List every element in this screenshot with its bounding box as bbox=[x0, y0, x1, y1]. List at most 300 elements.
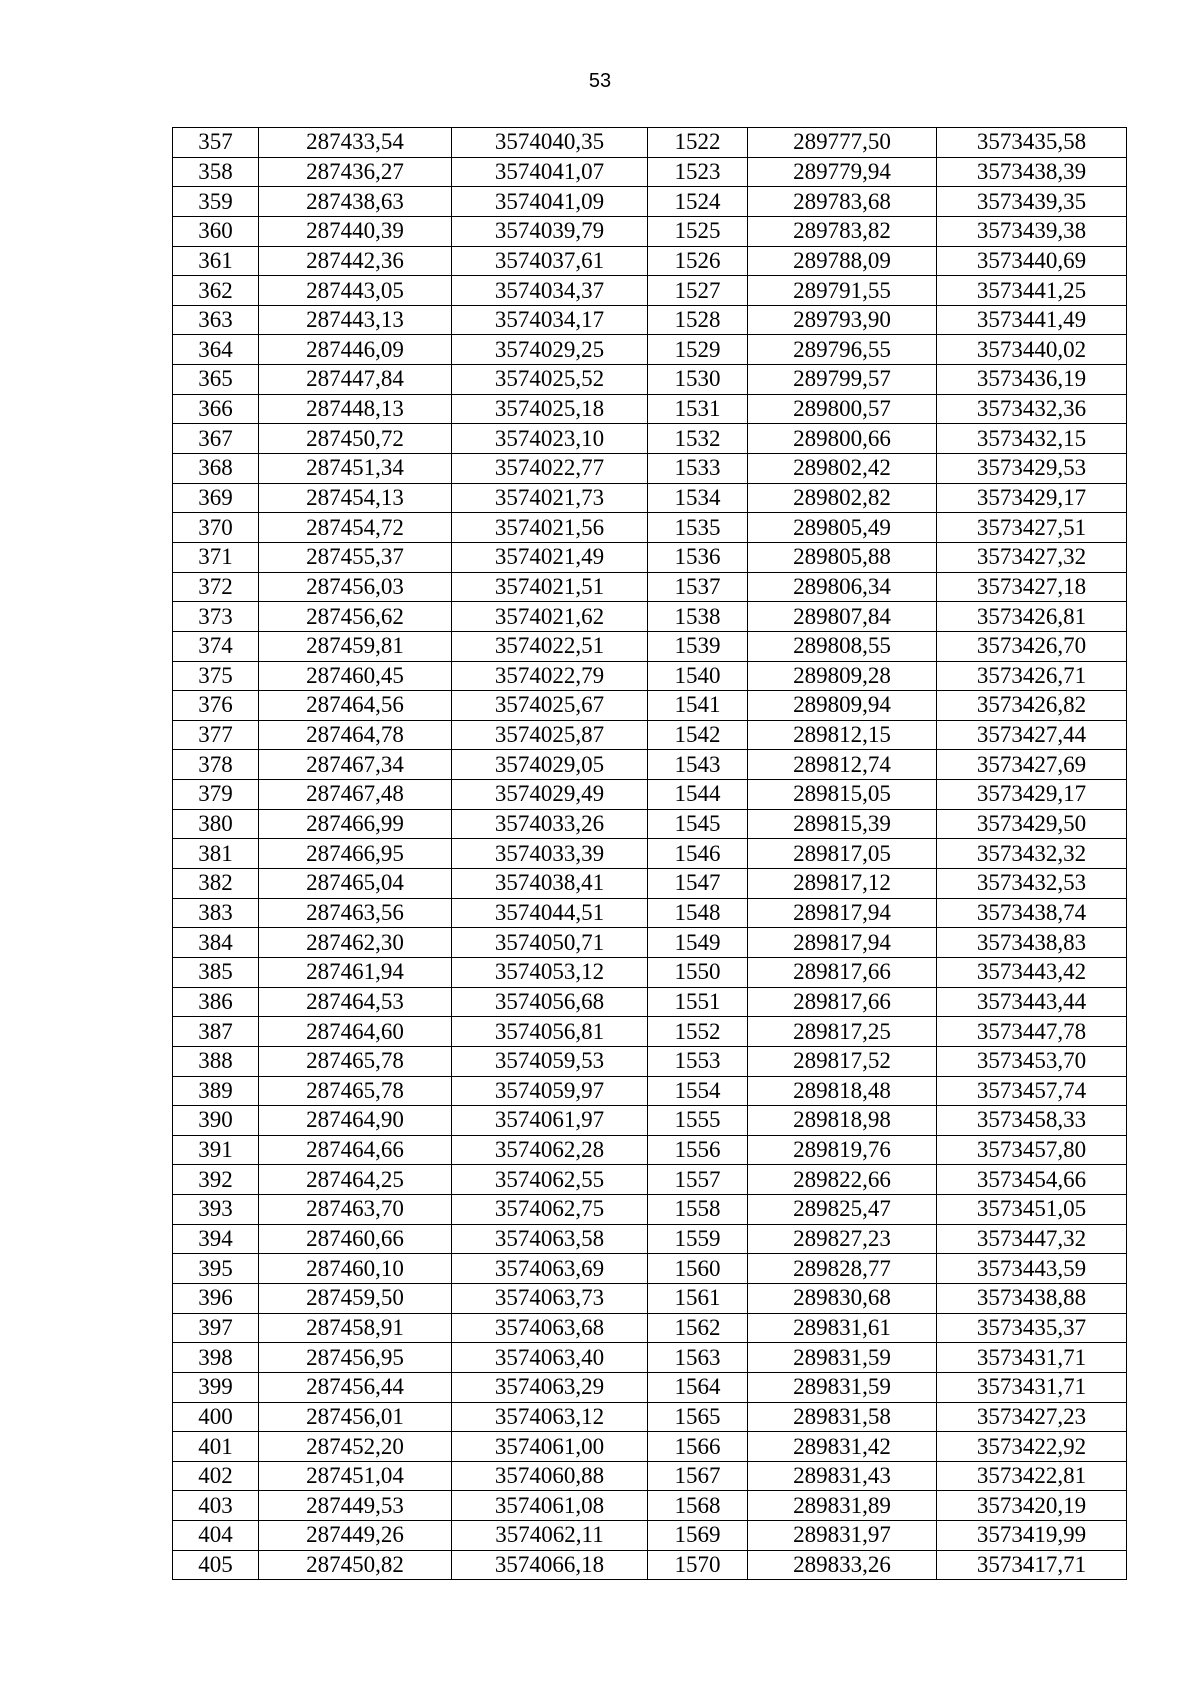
x-coordinate-right-cell: 289808,55 bbox=[748, 631, 937, 661]
y-coordinate-right-cell: 3573439,35 bbox=[937, 187, 1127, 217]
point-number-right-cell: 1533 bbox=[648, 454, 748, 484]
table-row bbox=[173, 246, 1127, 276]
x-coordinate-right-cell: 289807,84 bbox=[748, 602, 937, 632]
point-number-left-cell: 369 bbox=[173, 483, 259, 513]
x-coordinate-left-cell: 287467,34 bbox=[259, 750, 452, 780]
table-row bbox=[173, 809, 1127, 839]
table-row bbox=[173, 216, 1127, 246]
x-coordinate-left-cell: 287464,25 bbox=[259, 1165, 452, 1195]
y-coordinate-left-cell: 3574063,58 bbox=[452, 1224, 648, 1254]
point-number-right-cell: 1565 bbox=[648, 1402, 748, 1432]
x-coordinate-left-cell: 287455,37 bbox=[259, 542, 452, 572]
y-coordinate-left-cell: 3574021,73 bbox=[452, 483, 648, 513]
table-row bbox=[173, 513, 1127, 543]
point-number-right-cell: 1544 bbox=[648, 780, 748, 810]
x-coordinate-left-cell: 287456,01 bbox=[259, 1402, 452, 1432]
table-row bbox=[173, 1402, 1127, 1432]
x-coordinate-right-cell: 289802,82 bbox=[748, 483, 937, 513]
y-coordinate-right-cell: 3573427,32 bbox=[937, 542, 1127, 572]
x-coordinate-left-cell: 287464,66 bbox=[259, 1135, 452, 1165]
y-coordinate-right-cell: 3573447,78 bbox=[937, 1017, 1127, 1047]
point-number-left-cell: 384 bbox=[173, 928, 259, 958]
x-coordinate-right-cell: 289783,82 bbox=[748, 216, 937, 246]
point-number-left-cell: 368 bbox=[173, 454, 259, 484]
y-coordinate-left-cell: 3574025,52 bbox=[452, 365, 648, 395]
y-coordinate-right-cell: 3573431,71 bbox=[937, 1343, 1127, 1373]
x-coordinate-right-cell: 289806,34 bbox=[748, 572, 937, 602]
point-number-right-cell: 1556 bbox=[648, 1135, 748, 1165]
point-number-right-cell: 1558 bbox=[648, 1195, 748, 1225]
x-coordinate-left-cell: 287459,81 bbox=[259, 631, 452, 661]
x-coordinate-left-cell: 287440,39 bbox=[259, 216, 452, 246]
x-coordinate-right-cell: 289791,55 bbox=[748, 276, 937, 306]
y-coordinate-left-cell: 3574033,39 bbox=[452, 839, 648, 869]
point-number-right-cell: 1536 bbox=[648, 542, 748, 572]
table-row bbox=[173, 1343, 1127, 1373]
point-number-right-cell: 1560 bbox=[648, 1254, 748, 1284]
x-coordinate-right-cell: 289817,94 bbox=[748, 898, 937, 928]
point-number-left-cell: 396 bbox=[173, 1283, 259, 1313]
x-coordinate-left-cell: 287436,27 bbox=[259, 157, 452, 187]
point-number-right-cell: 1567 bbox=[648, 1461, 748, 1491]
table-row bbox=[173, 1491, 1127, 1521]
x-coordinate-right-cell: 289830,68 bbox=[748, 1283, 937, 1313]
x-coordinate-right-cell: 289800,66 bbox=[748, 424, 937, 454]
y-coordinate-left-cell: 3574060,88 bbox=[452, 1461, 648, 1491]
y-coordinate-left-cell: 3574062,55 bbox=[452, 1165, 648, 1195]
x-coordinate-right-cell: 289831,61 bbox=[748, 1313, 937, 1343]
point-number-right-cell: 1569 bbox=[648, 1521, 748, 1551]
y-coordinate-left-cell: 3574056,68 bbox=[452, 987, 648, 1017]
x-coordinate-left-cell: 287449,53 bbox=[259, 1491, 452, 1521]
table-row bbox=[173, 1550, 1127, 1580]
point-number-left-cell: 404 bbox=[173, 1521, 259, 1551]
x-coordinate-right-cell: 289817,05 bbox=[748, 839, 937, 869]
x-coordinate-right-cell: 289815,05 bbox=[748, 780, 937, 810]
table-row bbox=[173, 157, 1127, 187]
table-row bbox=[173, 1135, 1127, 1165]
x-coordinate-left-cell: 287462,30 bbox=[259, 928, 452, 958]
y-coordinate-left-cell: 3574056,81 bbox=[452, 1017, 648, 1047]
y-coordinate-right-cell: 3573441,25 bbox=[937, 276, 1127, 306]
point-number-right-cell: 1539 bbox=[648, 631, 748, 661]
y-coordinate-left-cell: 3574021,62 bbox=[452, 602, 648, 632]
x-coordinate-left-cell: 287443,13 bbox=[259, 305, 452, 335]
x-coordinate-left-cell: 287464,56 bbox=[259, 691, 452, 721]
y-coordinate-right-cell: 3573438,39 bbox=[937, 157, 1127, 187]
table-row bbox=[173, 987, 1127, 1017]
y-coordinate-right-cell: 3573435,37 bbox=[937, 1313, 1127, 1343]
y-coordinate-left-cell: 3574053,12 bbox=[452, 957, 648, 987]
point-number-right-cell: 1531 bbox=[648, 394, 748, 424]
x-coordinate-right-cell: 289817,52 bbox=[748, 1046, 937, 1076]
point-number-left-cell: 363 bbox=[173, 305, 259, 335]
x-coordinate-left-cell: 287466,95 bbox=[259, 839, 452, 869]
point-number-right-cell: 1555 bbox=[648, 1106, 748, 1136]
x-coordinate-right-cell: 289812,74 bbox=[748, 750, 937, 780]
x-coordinate-right-cell: 289818,48 bbox=[748, 1076, 937, 1106]
x-coordinate-right-cell: 289799,57 bbox=[748, 365, 937, 395]
point-number-left-cell: 400 bbox=[173, 1402, 259, 1432]
y-coordinate-left-cell: 3574062,11 bbox=[452, 1521, 648, 1551]
point-number-left-cell: 393 bbox=[173, 1195, 259, 1225]
point-number-right-cell: 1563 bbox=[648, 1343, 748, 1373]
y-coordinate-left-cell: 3574040,35 bbox=[452, 128, 648, 158]
y-coordinate-right-cell: 3573432,36 bbox=[937, 394, 1127, 424]
y-coordinate-left-cell: 3574059,97 bbox=[452, 1076, 648, 1106]
table-row bbox=[173, 1461, 1127, 1491]
point-number-left-cell: 374 bbox=[173, 631, 259, 661]
y-coordinate-left-cell: 3574025,18 bbox=[452, 394, 648, 424]
point-number-left-cell: 382 bbox=[173, 869, 259, 899]
point-number-left-cell: 377 bbox=[173, 720, 259, 750]
x-coordinate-right-cell: 289779,94 bbox=[748, 157, 937, 187]
point-number-left-cell: 386 bbox=[173, 987, 259, 1017]
point-number-left-cell: 364 bbox=[173, 335, 259, 365]
point-number-left-cell: 394 bbox=[173, 1224, 259, 1254]
point-number-left-cell: 378 bbox=[173, 750, 259, 780]
x-coordinate-right-cell: 289831,97 bbox=[748, 1521, 937, 1551]
table-row bbox=[173, 957, 1127, 987]
coordinates-table-body bbox=[173, 128, 1127, 1580]
point-number-right-cell: 1525 bbox=[648, 216, 748, 246]
x-coordinate-left-cell: 287467,48 bbox=[259, 780, 452, 810]
point-number-right-cell: 1528 bbox=[648, 305, 748, 335]
x-coordinate-right-cell: 289783,68 bbox=[748, 187, 937, 217]
x-coordinate-left-cell: 287450,72 bbox=[259, 424, 452, 454]
y-coordinate-left-cell: 3574063,73 bbox=[452, 1283, 648, 1313]
point-number-left-cell: 398 bbox=[173, 1343, 259, 1373]
y-coordinate-right-cell: 3573427,51 bbox=[937, 513, 1127, 543]
point-number-right-cell: 1554 bbox=[648, 1076, 748, 1106]
point-number-left-cell: 388 bbox=[173, 1046, 259, 1076]
point-number-left-cell: 389 bbox=[173, 1076, 259, 1106]
x-coordinate-left-cell: 287449,26 bbox=[259, 1521, 452, 1551]
y-coordinate-left-cell: 3574033,26 bbox=[452, 809, 648, 839]
x-coordinate-right-cell: 289815,39 bbox=[748, 809, 937, 839]
y-coordinate-right-cell: 3573435,58 bbox=[937, 128, 1127, 158]
table-row bbox=[173, 572, 1127, 602]
y-coordinate-right-cell: 3573427,23 bbox=[937, 1402, 1127, 1432]
y-coordinate-right-cell: 3573427,44 bbox=[937, 720, 1127, 750]
y-coordinate-right-cell: 3573443,44 bbox=[937, 987, 1127, 1017]
table-row bbox=[173, 424, 1127, 454]
point-number-right-cell: 1526 bbox=[648, 246, 748, 276]
y-coordinate-right-cell: 3573427,69 bbox=[937, 750, 1127, 780]
point-number-right-cell: 1553 bbox=[648, 1046, 748, 1076]
point-number-left-cell: 387 bbox=[173, 1017, 259, 1047]
x-coordinate-right-cell: 289796,55 bbox=[748, 335, 937, 365]
table-row bbox=[173, 483, 1127, 513]
point-number-left-cell: 360 bbox=[173, 216, 259, 246]
x-coordinate-right-cell: 289822,66 bbox=[748, 1165, 937, 1195]
point-number-right-cell: 1535 bbox=[648, 513, 748, 543]
point-number-left-cell: 375 bbox=[173, 661, 259, 691]
point-number-left-cell: 397 bbox=[173, 1313, 259, 1343]
point-number-right-cell: 1557 bbox=[648, 1165, 748, 1195]
table-row bbox=[173, 276, 1127, 306]
point-number-right-cell: 1532 bbox=[648, 424, 748, 454]
y-coordinate-left-cell: 3574029,05 bbox=[452, 750, 648, 780]
point-number-left-cell: 392 bbox=[173, 1165, 259, 1195]
table-row bbox=[173, 1283, 1127, 1313]
y-coordinate-left-cell: 3574061,08 bbox=[452, 1491, 648, 1521]
point-number-right-cell: 1538 bbox=[648, 602, 748, 632]
y-coordinate-right-cell: 3573427,18 bbox=[937, 572, 1127, 602]
x-coordinate-left-cell: 287456,44 bbox=[259, 1372, 452, 1402]
point-number-left-cell: 370 bbox=[173, 513, 259, 543]
table-row bbox=[173, 631, 1127, 661]
table-row bbox=[173, 128, 1127, 158]
x-coordinate-left-cell: 287464,60 bbox=[259, 1017, 452, 1047]
y-coordinate-right-cell: 3573422,92 bbox=[937, 1432, 1127, 1462]
point-number-right-cell: 1537 bbox=[648, 572, 748, 602]
y-coordinate-left-cell: 3574037,61 bbox=[452, 246, 648, 276]
x-coordinate-left-cell: 287447,84 bbox=[259, 365, 452, 395]
table-row bbox=[173, 1521, 1127, 1551]
y-coordinate-left-cell: 3574044,51 bbox=[452, 898, 648, 928]
y-coordinate-left-cell: 3574021,56 bbox=[452, 513, 648, 543]
y-coordinate-left-cell: 3574041,07 bbox=[452, 157, 648, 187]
table-row bbox=[173, 661, 1127, 691]
y-coordinate-right-cell: 3573422,81 bbox=[937, 1461, 1127, 1491]
point-number-right-cell: 1570 bbox=[648, 1550, 748, 1580]
y-coordinate-right-cell: 3573443,42 bbox=[937, 957, 1127, 987]
table-row bbox=[173, 898, 1127, 928]
x-coordinate-right-cell: 289788,09 bbox=[748, 246, 937, 276]
y-coordinate-right-cell: 3573420,19 bbox=[937, 1491, 1127, 1521]
x-coordinate-left-cell: 287464,53 bbox=[259, 987, 452, 1017]
x-coordinate-left-cell: 287460,10 bbox=[259, 1254, 452, 1284]
x-coordinate-right-cell: 289793,90 bbox=[748, 305, 937, 335]
table-row bbox=[173, 454, 1127, 484]
point-number-left-cell: 366 bbox=[173, 394, 259, 424]
y-coordinate-right-cell: 3573426,71 bbox=[937, 661, 1127, 691]
x-coordinate-right-cell: 289809,94 bbox=[748, 691, 937, 721]
y-coordinate-left-cell: 3574041,09 bbox=[452, 187, 648, 217]
table-row bbox=[173, 1224, 1127, 1254]
x-coordinate-right-cell: 289817,66 bbox=[748, 987, 937, 1017]
point-number-left-cell: 399 bbox=[173, 1372, 259, 1402]
y-coordinate-right-cell: 3573429,50 bbox=[937, 809, 1127, 839]
point-number-right-cell: 1549 bbox=[648, 928, 748, 958]
y-coordinate-right-cell: 3573419,99 bbox=[937, 1521, 1127, 1551]
point-number-right-cell: 1523 bbox=[648, 157, 748, 187]
x-coordinate-right-cell: 289802,42 bbox=[748, 454, 937, 484]
y-coordinate-right-cell: 3573429,17 bbox=[937, 780, 1127, 810]
y-coordinate-left-cell: 3574029,49 bbox=[452, 780, 648, 810]
x-coordinate-right-cell: 289805,88 bbox=[748, 542, 937, 572]
y-coordinate-left-cell: 3574061,00 bbox=[452, 1432, 648, 1462]
x-coordinate-left-cell: 287443,05 bbox=[259, 276, 452, 306]
point-number-left-cell: 372 bbox=[173, 572, 259, 602]
x-coordinate-left-cell: 287460,45 bbox=[259, 661, 452, 691]
point-number-left-cell: 403 bbox=[173, 1491, 259, 1521]
point-number-left-cell: 383 bbox=[173, 898, 259, 928]
table-row bbox=[173, 1195, 1127, 1225]
point-number-right-cell: 1566 bbox=[648, 1432, 748, 1462]
x-coordinate-left-cell: 287459,50 bbox=[259, 1283, 452, 1313]
x-coordinate-left-cell: 287454,13 bbox=[259, 483, 452, 513]
y-coordinate-left-cell: 3574059,53 bbox=[452, 1046, 648, 1076]
y-coordinate-right-cell: 3573429,53 bbox=[937, 454, 1127, 484]
x-coordinate-right-cell: 289800,57 bbox=[748, 394, 937, 424]
y-coordinate-right-cell: 3573426,70 bbox=[937, 631, 1127, 661]
point-number-right-cell: 1547 bbox=[648, 869, 748, 899]
table-row bbox=[173, 691, 1127, 721]
point-number-left-cell: 381 bbox=[173, 839, 259, 869]
x-coordinate-left-cell: 287454,72 bbox=[259, 513, 452, 543]
x-coordinate-left-cell: 287460,66 bbox=[259, 1224, 452, 1254]
y-coordinate-right-cell: 3573441,49 bbox=[937, 305, 1127, 335]
x-coordinate-left-cell: 287456,95 bbox=[259, 1343, 452, 1373]
table-row bbox=[173, 720, 1127, 750]
point-number-left-cell: 379 bbox=[173, 780, 259, 810]
x-coordinate-left-cell: 287450,82 bbox=[259, 1550, 452, 1580]
x-coordinate-right-cell: 289819,76 bbox=[748, 1135, 937, 1165]
table-row bbox=[173, 187, 1127, 217]
x-coordinate-left-cell: 287451,04 bbox=[259, 1461, 452, 1491]
y-coordinate-right-cell: 3573431,71 bbox=[937, 1372, 1127, 1402]
x-coordinate-left-cell: 287451,34 bbox=[259, 454, 452, 484]
table-row bbox=[173, 869, 1127, 899]
table-row bbox=[173, 1165, 1127, 1195]
x-coordinate-right-cell: 289817,25 bbox=[748, 1017, 937, 1047]
x-coordinate-left-cell: 287456,03 bbox=[259, 572, 452, 602]
x-coordinate-right-cell: 289831,59 bbox=[748, 1343, 937, 1373]
point-number-left-cell: 373 bbox=[173, 602, 259, 632]
x-coordinate-right-cell: 289805,49 bbox=[748, 513, 937, 543]
table-row bbox=[173, 1076, 1127, 1106]
y-coordinate-right-cell: 3573426,82 bbox=[937, 691, 1127, 721]
table-row bbox=[173, 1046, 1127, 1076]
table-row bbox=[173, 1372, 1127, 1402]
x-coordinate-left-cell: 287456,62 bbox=[259, 602, 452, 632]
y-coordinate-right-cell: 3573426,81 bbox=[937, 602, 1127, 632]
x-coordinate-left-cell: 287464,90 bbox=[259, 1106, 452, 1136]
table-row bbox=[173, 542, 1127, 572]
point-number-left-cell: 380 bbox=[173, 809, 259, 839]
table-row bbox=[173, 602, 1127, 632]
x-coordinate-right-cell: 289818,98 bbox=[748, 1106, 937, 1136]
x-coordinate-right-cell: 289809,28 bbox=[748, 661, 937, 691]
point-number-left-cell: 365 bbox=[173, 365, 259, 395]
table-row bbox=[173, 1106, 1127, 1136]
y-coordinate-left-cell: 3574038,41 bbox=[452, 869, 648, 899]
y-coordinate-right-cell: 3573438,83 bbox=[937, 928, 1127, 958]
point-number-right-cell: 1552 bbox=[648, 1017, 748, 1047]
x-coordinate-left-cell: 287438,63 bbox=[259, 187, 452, 217]
y-coordinate-left-cell: 3574061,97 bbox=[452, 1106, 648, 1136]
point-number-left-cell: 402 bbox=[173, 1461, 259, 1491]
point-number-left-cell: 376 bbox=[173, 691, 259, 721]
y-coordinate-left-cell: 3574023,10 bbox=[452, 424, 648, 454]
point-number-right-cell: 1561 bbox=[648, 1283, 748, 1313]
y-coordinate-left-cell: 3574066,18 bbox=[452, 1550, 648, 1580]
x-coordinate-right-cell: 289817,94 bbox=[748, 928, 937, 958]
x-coordinate-right-cell: 289777,50 bbox=[748, 128, 937, 158]
y-coordinate-left-cell: 3574050,71 bbox=[452, 928, 648, 958]
y-coordinate-left-cell: 3574062,28 bbox=[452, 1135, 648, 1165]
x-coordinate-right-cell: 289831,59 bbox=[748, 1372, 937, 1402]
x-coordinate-left-cell: 287464,78 bbox=[259, 720, 452, 750]
point-number-right-cell: 1534 bbox=[648, 483, 748, 513]
point-number-right-cell: 1527 bbox=[648, 276, 748, 306]
y-coordinate-right-cell: 3573458,33 bbox=[937, 1106, 1127, 1136]
x-coordinate-right-cell: 289833,26 bbox=[748, 1550, 937, 1580]
point-number-left-cell: 359 bbox=[173, 187, 259, 217]
point-number-left-cell: 362 bbox=[173, 276, 259, 306]
point-number-right-cell: 1562 bbox=[648, 1313, 748, 1343]
x-coordinate-left-cell: 287463,56 bbox=[259, 898, 452, 928]
y-coordinate-right-cell: 3573436,19 bbox=[937, 365, 1127, 395]
x-coordinate-right-cell: 289827,23 bbox=[748, 1224, 937, 1254]
point-number-left-cell: 395 bbox=[173, 1254, 259, 1284]
y-coordinate-left-cell: 3574029,25 bbox=[452, 335, 648, 365]
point-number-right-cell: 1540 bbox=[648, 661, 748, 691]
x-coordinate-left-cell: 287446,09 bbox=[259, 335, 452, 365]
x-coordinate-left-cell: 287458,91 bbox=[259, 1313, 452, 1343]
y-coordinate-right-cell: 3573457,74 bbox=[937, 1076, 1127, 1106]
x-coordinate-right-cell: 289831,43 bbox=[748, 1461, 937, 1491]
point-number-left-cell: 361 bbox=[173, 246, 259, 276]
x-coordinate-left-cell: 287466,99 bbox=[259, 809, 452, 839]
point-number-left-cell: 405 bbox=[173, 1550, 259, 1580]
table-row bbox=[173, 780, 1127, 810]
point-number-right-cell: 1550 bbox=[648, 957, 748, 987]
y-coordinate-left-cell: 3574025,87 bbox=[452, 720, 648, 750]
y-coordinate-left-cell: 3574022,77 bbox=[452, 454, 648, 484]
table-row bbox=[173, 1313, 1127, 1343]
y-coordinate-right-cell: 3573440,02 bbox=[937, 335, 1127, 365]
y-coordinate-right-cell: 3573432,15 bbox=[937, 424, 1127, 454]
table-row bbox=[173, 305, 1127, 335]
point-number-right-cell: 1548 bbox=[648, 898, 748, 928]
y-coordinate-left-cell: 3574063,40 bbox=[452, 1343, 648, 1373]
x-coordinate-left-cell: 287433,54 bbox=[259, 128, 452, 158]
x-coordinate-right-cell: 289831,42 bbox=[748, 1432, 937, 1462]
y-coordinate-left-cell: 3574022,51 bbox=[452, 631, 648, 661]
point-number-left-cell: 357 bbox=[173, 128, 259, 158]
y-coordinate-right-cell: 3573417,71 bbox=[937, 1550, 1127, 1580]
x-coordinate-right-cell: 289831,89 bbox=[748, 1491, 937, 1521]
point-number-left-cell: 371 bbox=[173, 542, 259, 572]
point-number-right-cell: 1559 bbox=[648, 1224, 748, 1254]
y-coordinate-right-cell: 3573432,53 bbox=[937, 869, 1127, 899]
x-coordinate-right-cell: 289831,58 bbox=[748, 1402, 937, 1432]
y-coordinate-right-cell: 3573438,88 bbox=[937, 1283, 1127, 1313]
point-number-right-cell: 1545 bbox=[648, 809, 748, 839]
point-number-right-cell: 1522 bbox=[648, 128, 748, 158]
table-row bbox=[173, 1017, 1127, 1047]
y-coordinate-left-cell: 3574021,51 bbox=[452, 572, 648, 602]
point-number-right-cell: 1546 bbox=[648, 839, 748, 869]
y-coordinate-right-cell: 3573451,05 bbox=[937, 1195, 1127, 1225]
y-coordinate-left-cell: 3574021,49 bbox=[452, 542, 648, 572]
point-number-right-cell: 1529 bbox=[648, 335, 748, 365]
point-number-right-cell: 1524 bbox=[648, 187, 748, 217]
point-number-right-cell: 1568 bbox=[648, 1491, 748, 1521]
x-coordinate-left-cell: 287463,70 bbox=[259, 1195, 452, 1225]
x-coordinate-right-cell: 289817,66 bbox=[748, 957, 937, 987]
y-coordinate-right-cell: 3573447,32 bbox=[937, 1224, 1127, 1254]
x-coordinate-right-cell: 289828,77 bbox=[748, 1254, 937, 1284]
y-coordinate-left-cell: 3574039,79 bbox=[452, 216, 648, 246]
y-coordinate-right-cell: 3573429,17 bbox=[937, 483, 1127, 513]
y-coordinate-left-cell: 3574034,17 bbox=[452, 305, 648, 335]
point-number-left-cell: 391 bbox=[173, 1135, 259, 1165]
y-coordinate-right-cell: 3573432,32 bbox=[937, 839, 1127, 869]
